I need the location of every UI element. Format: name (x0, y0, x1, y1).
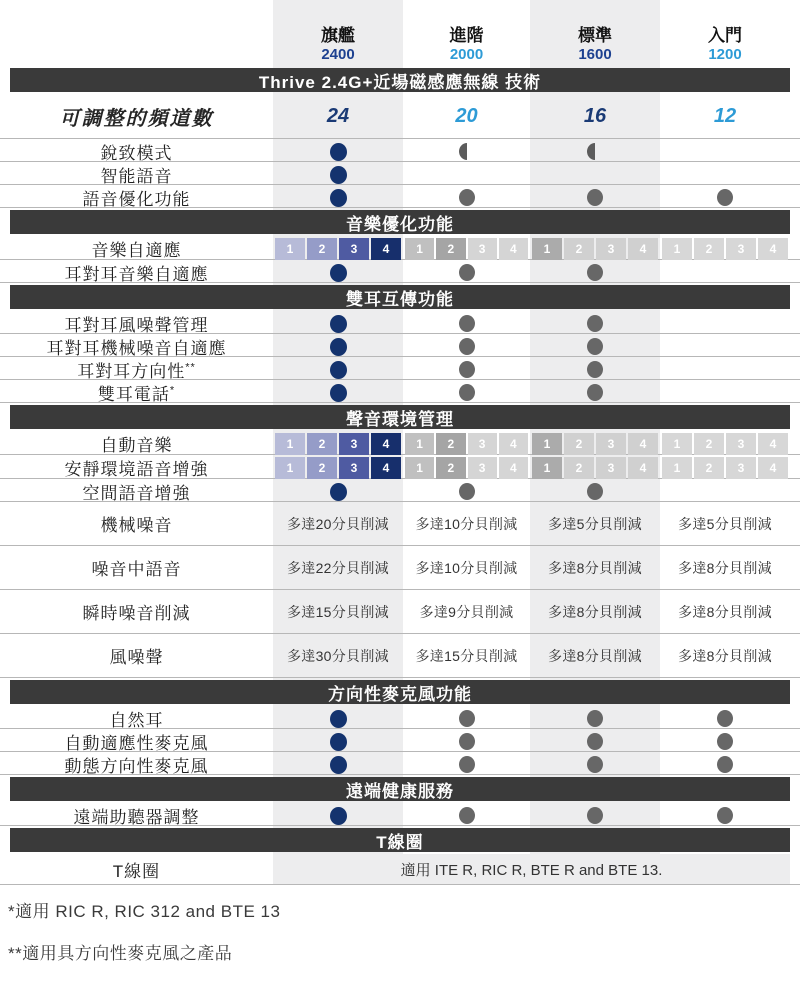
availability-dot-gray (587, 264, 603, 281)
scale-level-0 (660, 238, 790, 260)
availability-cell (403, 357, 530, 382)
channel-count: 12 (713, 104, 737, 127)
scale-level-2 (403, 433, 530, 455)
feature-label: 機械噪音 (100, 516, 173, 535)
feature-label: 自動適應性麥克風 (64, 734, 209, 753)
footnote-marker: * (169, 384, 176, 397)
availability-dot-gray (459, 189, 475, 206)
column-header-1200 (660, 22, 790, 63)
availability-cell (530, 479, 660, 504)
scale-cell: 4 (628, 433, 658, 455)
availability-dot-blue (330, 189, 347, 207)
reduction-value: 多達8分貝削減 (678, 559, 772, 576)
availability-cell (273, 380, 403, 405)
availability-dot-blue (330, 384, 347, 402)
availability-cell (403, 706, 530, 731)
scale-cell: 1 (532, 433, 562, 455)
section-bar (10, 777, 790, 801)
scale-cell: 4 (758, 238, 788, 260)
scale-level-1 (530, 433, 660, 455)
feature-label: 語音優化功能 (82, 190, 191, 209)
feature-label: 音樂自適應 (91, 241, 182, 260)
table-row (0, 706, 800, 729)
section-bar (10, 210, 790, 234)
table-row (0, 634, 800, 678)
availability-dot-gray (587, 807, 603, 824)
scale-cell: 1 (662, 457, 692, 479)
availability-cell (273, 357, 403, 382)
reduction-value: 多達20分貝削減 (287, 515, 389, 532)
section-title: 方向性麥克風功能 (328, 684, 472, 704)
section-title: 遠端健康服務 (346, 781, 454, 801)
availability-dot-gray (459, 483, 475, 500)
scale-level-4 (273, 457, 403, 479)
feature-label: 安靜環境語音增強 (64, 460, 209, 479)
reduction-value: 多達5分貝削減 (548, 515, 642, 532)
scale-cell: 3 (339, 238, 369, 260)
scale-cell: 1 (532, 238, 562, 260)
availability-cell (660, 311, 790, 336)
availability-cell (403, 334, 530, 359)
availability-dot-blue (330, 483, 347, 501)
table-row (0, 546, 800, 590)
reduction-value: 多達15分貝削減 (287, 603, 389, 620)
table-row (0, 139, 800, 162)
feature-label: 耳對耳音樂自適應 (64, 265, 209, 284)
availability-dot-gray (717, 189, 733, 206)
column-header-2400 (273, 22, 403, 63)
reduction-value: 多達10分貝削減 (415, 515, 518, 532)
scale-cell: 1 (662, 433, 692, 455)
availability-cell (660, 729, 790, 754)
availability-dot-blue (330, 710, 347, 728)
availability-dot-gray (587, 315, 603, 332)
feature-label: 耳對耳風噪聲管理 (64, 316, 209, 335)
tier-name: 標準 (578, 26, 612, 45)
availability-cell (403, 752, 530, 777)
availability-dot-half (459, 143, 475, 160)
availability-cell (273, 311, 403, 336)
scale-cell: 2 (307, 457, 337, 479)
section-title: 音樂優化功能 (346, 214, 454, 234)
availability-cell (273, 729, 403, 754)
feature-label: 自然耳 (109, 711, 164, 730)
table-row (0, 260, 800, 283)
feature-label: 瞬時噪音削減 (82, 604, 191, 623)
scale-cell: 2 (694, 457, 724, 479)
availability-dot-gray (587, 189, 603, 206)
column-header-1600 (530, 22, 660, 63)
reduction-value: 多達8分貝削減 (678, 647, 772, 664)
scale-cell: 2 (307, 433, 337, 455)
availability-dot-gray (717, 733, 733, 750)
tech-title-bar (10, 68, 790, 92)
table-row (0, 455, 800, 479)
availability-cell (530, 706, 660, 731)
column-headers (0, 22, 790, 66)
scale-cell: 3 (596, 238, 626, 260)
reduction-value: 多達22分貝削減 (287, 559, 389, 576)
availability-cell (530, 260, 660, 285)
availability-dot-gray (717, 807, 733, 824)
scale-cell: 2 (436, 238, 465, 260)
availability-cell (273, 139, 403, 164)
reduction-value: 多達15分貝削減 (415, 647, 518, 664)
availability-cell (660, 185, 790, 210)
feature-label: T線圈 (112, 861, 161, 881)
availability-cell (273, 706, 403, 731)
footnote-marker: ** (185, 361, 196, 374)
availability-dot-gray (459, 733, 475, 750)
availability-cell (273, 752, 403, 777)
feature-label: 自動音樂 (100, 436, 173, 455)
table-row (0, 162, 800, 185)
channel-count: 16 (583, 104, 607, 127)
availability-cell (660, 357, 790, 382)
scale-cell: 3 (339, 457, 369, 479)
availability-cell (273, 185, 403, 210)
scale-cell: 2 (307, 238, 337, 260)
scale-cell: 4 (628, 457, 658, 479)
model-number: 1600 (578, 45, 612, 63)
scale-cell: 1 (275, 433, 305, 455)
scale-cell: 4 (371, 433, 401, 455)
table-row (0, 334, 800, 357)
model-number: 2000 (449, 45, 484, 63)
reduction-value: 多達8分貝削減 (548, 559, 642, 576)
table-row (0, 185, 800, 208)
table-row (0, 590, 800, 634)
channel-count: 20 (455, 104, 478, 127)
availability-cell (660, 260, 790, 285)
availability-cell (403, 479, 530, 504)
availability-cell (660, 752, 790, 777)
feature-label: 智能語音 (100, 167, 173, 186)
availability-cell (530, 729, 660, 754)
table-row (0, 803, 800, 826)
footnotes (0, 897, 800, 964)
scale-level-4 (273, 433, 403, 455)
availability-cell (530, 357, 660, 382)
availability-cell (273, 803, 403, 828)
scale-cell: 4 (499, 457, 528, 479)
availability-cell (530, 185, 660, 210)
table-row (0, 94, 800, 139)
scale-cell: 4 (758, 457, 788, 479)
availability-cell (403, 260, 530, 285)
scale-cell: 4 (628, 238, 658, 260)
availability-dot-gray (717, 710, 733, 727)
table-row (0, 311, 800, 334)
feature-label: 噪音中語音 (91, 560, 182, 579)
table-body (0, 94, 800, 885)
availability-dot-gray (587, 338, 603, 355)
scale-cell: 3 (468, 457, 497, 479)
scale-cell: 2 (564, 238, 594, 260)
availability-dot-gray (459, 264, 475, 281)
availability-cell (273, 260, 403, 285)
scale-cell: 4 (371, 238, 401, 260)
section-title: 雙耳互傳功能 (346, 289, 454, 309)
feature-label: 動態方向性麥克風 (64, 757, 209, 776)
availability-cell (403, 311, 530, 336)
scale-level-2 (403, 238, 530, 260)
section-bar (10, 405, 790, 429)
availability-cell (530, 803, 660, 828)
availability-cell (660, 334, 790, 359)
availability-dot-gray (459, 756, 475, 773)
scale-cell: 4 (499, 433, 528, 455)
availability-cell (403, 803, 530, 828)
feature-label: 可調整的頻道數 (59, 107, 214, 130)
section-bar (10, 680, 790, 704)
table-row (0, 479, 800, 502)
availability-dot-gray (587, 733, 603, 750)
scale-level-1 (530, 238, 660, 260)
feature-label: 雙耳電話* (97, 384, 176, 404)
scale-cell: 2 (694, 238, 724, 260)
section-bar (10, 828, 790, 852)
availability-dot-gray (459, 315, 475, 332)
availability-cell (530, 139, 660, 164)
availability-dot-gray (587, 756, 603, 773)
scale-cell: 2 (436, 457, 465, 479)
scale-level-2 (403, 457, 530, 479)
availability-dot-blue (330, 338, 347, 356)
table-row (0, 236, 800, 260)
table-row (0, 752, 800, 775)
section-bar (10, 285, 790, 309)
availability-dot-gray (717, 756, 733, 773)
scale-cell: 3 (726, 433, 756, 455)
table-row (0, 502, 800, 546)
scale-cell: 4 (371, 457, 401, 479)
availability-cell (660, 706, 790, 731)
availability-cell (403, 185, 530, 210)
feature-label: 耳對耳機械噪音自適應 (46, 339, 227, 358)
scale-cell: 3 (596, 457, 626, 479)
scale-cell: 1 (405, 433, 434, 455)
scale-cell: 2 (436, 433, 465, 455)
scale-cell: 1 (275, 238, 305, 260)
feature-label: 銳致模式 (100, 144, 173, 163)
reduction-value: 多達10分貝削減 (415, 559, 518, 576)
availability-dot-blue (330, 143, 347, 161)
availability-dot-blue (330, 733, 347, 751)
scale-cell: 2 (564, 457, 594, 479)
table-row (0, 854, 800, 885)
availability-dot-gray (587, 483, 603, 500)
availability-cell (660, 380, 790, 405)
scale-cell: 3 (339, 433, 369, 455)
availability-dot-blue (330, 756, 347, 774)
reduction-value: 多達30分貝削減 (287, 647, 389, 664)
availability-dot-blue (330, 264, 347, 282)
scale-cell: 1 (405, 457, 434, 479)
applicability-note: 適用 ITE R, RIC R, BTE R and BTE 13. (273, 854, 790, 884)
column-header-2000 (403, 22, 530, 63)
feature-label: 耳對耳方向性** (77, 361, 196, 381)
table-row (0, 380, 800, 403)
availability-dot-blue (330, 166, 347, 184)
availability-cell (403, 729, 530, 754)
availability-cell (660, 139, 790, 164)
reduction-value: 多達5分貝削減 (678, 515, 772, 532)
availability-cell (530, 311, 660, 336)
availability-cell (530, 162, 660, 187)
feature-label: 遠端助聽器調整 (73, 808, 200, 827)
availability-dot-gray (459, 361, 475, 378)
scale-cell: 4 (499, 238, 528, 260)
scale-cell: 1 (405, 238, 434, 260)
availability-dot-gray (587, 710, 603, 727)
tier-name: 入門 (708, 26, 742, 45)
availability-cell (273, 479, 403, 504)
reduction-value: 多達8分貝削減 (548, 603, 642, 620)
reduction-value: 多達8分貝削減 (548, 647, 642, 664)
section-title: 聲音環境管理 (346, 409, 454, 429)
model-number: 1200 (708, 45, 742, 63)
footnote-2: **適用具方向性麥克風之產品 (8, 944, 233, 963)
feature-label: 空間語音增強 (82, 484, 191, 503)
availability-dot-gray (459, 338, 475, 355)
availability-cell (530, 334, 660, 359)
availability-dot-half (587, 143, 603, 160)
scale-level-4 (273, 238, 403, 260)
scale-cell: 2 (564, 433, 594, 455)
scale-cell: 3 (468, 433, 497, 455)
availability-dot-gray (459, 807, 475, 824)
scale-cell: 3 (468, 238, 497, 260)
feature-label: 風噪聲 (109, 648, 164, 667)
availability-cell (660, 803, 790, 828)
table-row (0, 729, 800, 752)
scale-level-1 (530, 457, 660, 479)
availability-cell (403, 162, 530, 187)
scale-cell: 3 (726, 238, 756, 260)
scale-cell: 2 (694, 433, 724, 455)
availability-dot-blue (330, 807, 347, 825)
model-number: 2400 (321, 45, 355, 63)
tier-name: 進階 (449, 26, 484, 45)
scale-cell: 1 (275, 457, 305, 479)
scale-cell: 1 (532, 457, 562, 479)
scale-level-0 (660, 457, 790, 479)
scale-cell: 3 (726, 457, 756, 479)
availability-dot-blue (330, 315, 347, 333)
table-row (0, 357, 800, 380)
availability-cell (403, 380, 530, 405)
scale-cell: 4 (758, 433, 788, 455)
availability-cell (273, 162, 403, 187)
scale-level-0 (660, 433, 790, 455)
section-title: T線圈 (376, 832, 424, 852)
scale-cell: 1 (662, 238, 692, 260)
availability-cell (530, 380, 660, 405)
tech-title: Thrive 2.4G+近場磁感應無線 技術 (258, 72, 542, 92)
channel-count: 24 (326, 104, 350, 127)
scale-cell: 3 (596, 433, 626, 455)
availability-cell (660, 162, 790, 187)
availability-dot-gray (587, 361, 603, 378)
availability-dot-gray (459, 384, 475, 401)
tier-name: 旗艦 (321, 26, 355, 45)
availability-dot-blue (330, 361, 347, 379)
availability-dot-gray (587, 384, 603, 401)
reduction-value: 多達8分貝削減 (678, 603, 772, 620)
reduction-value: 多達9分貝削減 (419, 603, 514, 620)
availability-cell (530, 752, 660, 777)
availability-cell (273, 334, 403, 359)
availability-cell (660, 479, 790, 504)
footnote-1: *適用 RIC R, RIC 312 and BTE 13 (8, 902, 281, 921)
availability-cell (403, 139, 530, 164)
availability-dot-gray (459, 710, 475, 727)
table-row (0, 431, 800, 455)
